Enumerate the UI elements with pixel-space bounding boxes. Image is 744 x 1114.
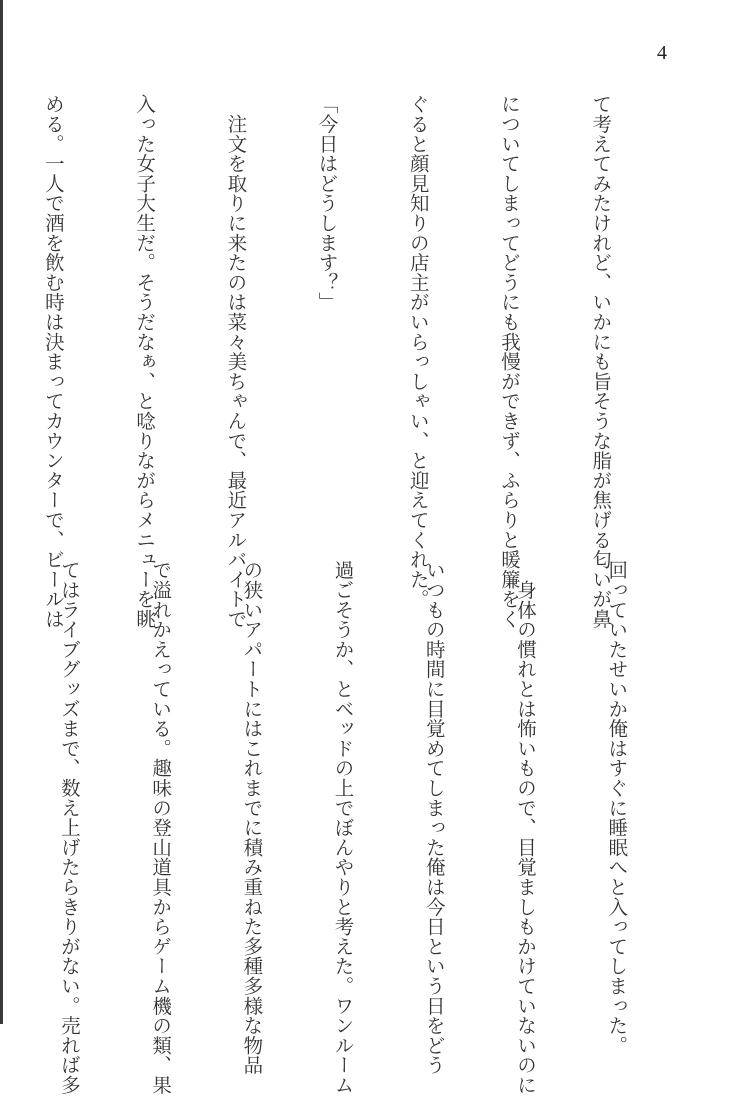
text-line: 回っていたせいか俺はすぐに睡眠へと入ってしまった。 [605,560,629,1055]
text-line: める。一人で酒を飲む時は決まってカウンターで、ビールは [41,94,65,629]
text-line: ぐると顔見知りの店主がいらっしゃい、と迎えてくれた。 [406,94,430,609]
text-line: 身体の慣れとは怖いもので、目覚ましもかけていないのに [513,560,537,1095]
text-line: の狭いアパートにはこれまでに積み重ねた多種多様な物品 [240,560,264,1075]
text-line: 「今日はどうします？」 [315,94,339,312]
text-block-top [41,94,676,629]
text-line: て考えてみたけれど、いかにも旨そうな脂が焦げる匂いが鼻 [589,94,613,629]
text-block-bottom [57,560,692,1095]
page-number: 4 [657,42,667,64]
text-line: いつもの時間に目覚めてしまった俺は今日という日をどう [422,560,446,1075]
text-line: 入った女子大生だ。そうだなぁ、と唸りながらメニューを眺 [133,94,157,629]
text-line: 過ごそうか、とベッドの上でぼんやりと考えた。ワンルーム [331,560,355,1095]
text-line: 注文を取りに来たのは菜々美ちゃんで、最近アルバイトで [224,94,248,629]
text-line: で溢れかえっている。趣味の登山道具からゲーム機の類、果 [149,560,173,1095]
text-line: についてしまってどうにも我慢ができず、ふらりと暖簾をく [497,94,521,629]
text-line: てはライブグッズまで、数え上げたらきりがない。売れば多 [57,560,81,1095]
